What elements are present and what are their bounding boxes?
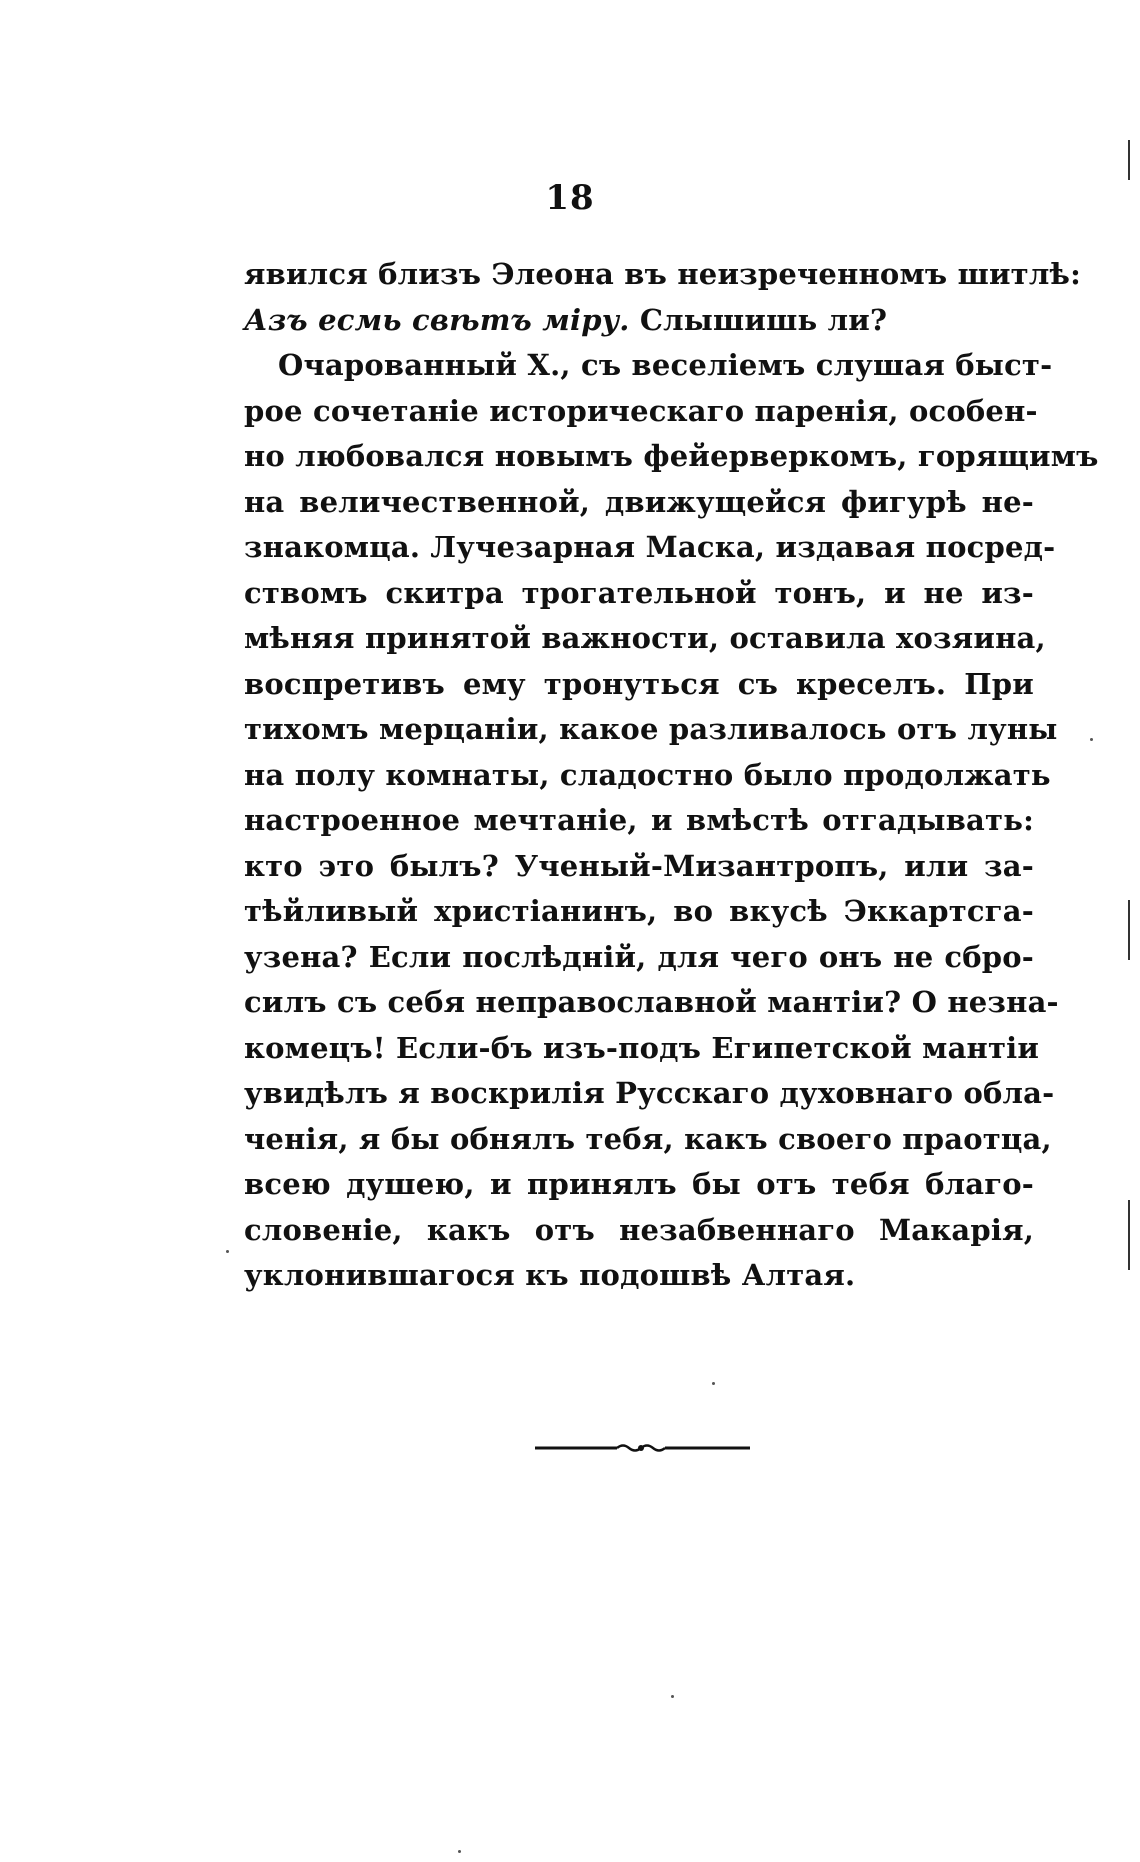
text-line: мѣняя принятой важности, оставила хозяина, bbox=[244, 621, 1046, 655]
tailpiece-ornament bbox=[535, 1440, 750, 1456]
scan-edge-mark bbox=[1128, 140, 1130, 180]
body-text bbox=[244, 252, 1099, 1299]
text-line: комецъ! Если-бъ изъ-подъ Египетской мантіи bbox=[244, 1030, 1040, 1065]
text-line: узена? Если послѣдній, для чего онъ не сбро- bbox=[244, 939, 1034, 974]
page-number: 18 bbox=[545, 178, 595, 218]
italic-quote: Азъ есмь свѣтъ міру. bbox=[244, 302, 630, 337]
scan-speck bbox=[671, 1695, 674, 1698]
text-line: на полу комнаты, сладостно было продолжать bbox=[244, 757, 1051, 792]
text-line: но любовался новымъ фейерверкомъ, горящимъ bbox=[244, 439, 1099, 473]
scan-speck bbox=[226, 1250, 229, 1253]
text-line: тѣйливый христіанинъ, во вкусѣ Эккартсга- bbox=[244, 894, 1034, 928]
text-line: словеніе, какъ отъ незабвеннаго Макарія, bbox=[244, 1212, 1034, 1247]
text-line: знакомца. Лучезарная Маска, издавая посред- bbox=[244, 530, 1056, 564]
scan-speck bbox=[712, 1382, 715, 1385]
text-line: на величественной, движущейся фигурѣ не- bbox=[244, 484, 1034, 519]
text-line: ченія, я бы обнялъ тебя, какъ своего праотца, bbox=[244, 1121, 1052, 1156]
scan-edge-mark bbox=[1128, 900, 1130, 960]
text-line: увидѣлъ я воскрилія Русскаго духовнаго обла- bbox=[244, 1076, 1055, 1110]
text-line: явился близъ Элеона въ неизреченномъ шитлѣ: bbox=[244, 257, 1081, 291]
text-line: настроенное мечтаніе, и вмѣстѣ отгадывать: bbox=[244, 803, 1034, 837]
text-line: силъ съ себя неправославной мантіи? О незна- bbox=[244, 985, 1059, 1019]
text-line: рое сочетаніе историческаго паренія, особен- bbox=[244, 393, 1038, 428]
text-line: ствомъ скитра трогательной тонъ, и не из- bbox=[244, 575, 1034, 610]
paragraph-start-line: Очарованный Х., съ веселіемъ слушая быст- bbox=[278, 348, 1053, 382]
text-line: кто это былъ? Ученый-Мизантропъ, или за- bbox=[244, 848, 1034, 883]
text-line bbox=[244, 298, 1034, 344]
text-line: воспретивъ ему тронуться съ креселъ. При bbox=[244, 666, 1034, 701]
text-line: уклонившагося къ подошвѣ Алтая. bbox=[244, 1258, 856, 1292]
scan-speck bbox=[1090, 738, 1093, 741]
scan-edge-mark bbox=[1128, 1200, 1130, 1270]
text-fragment: Слышишь ли? bbox=[629, 302, 888, 337]
text-line: тихомъ мерцаніи, какое разливалось отъ луны bbox=[244, 712, 1058, 746]
scan-speck bbox=[458, 1850, 461, 1853]
text-line: всею душею, и принялъ бы отъ тебя благо- bbox=[244, 1167, 1034, 1201]
